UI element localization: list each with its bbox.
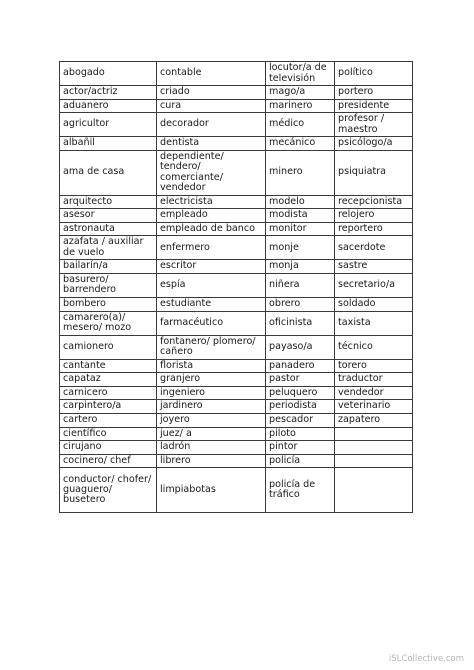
table-cell: vendedor [335, 386, 413, 400]
table-cell: cura [157, 99, 266, 113]
table-row [60, 62, 413, 86]
table-cell: científico [60, 427, 157, 441]
table-cell: estudiante [157, 297, 266, 311]
table-cell: veterinario [335, 400, 413, 414]
table-cell: camionero [60, 335, 157, 359]
table-cell: bombero [60, 297, 157, 311]
table-cell: técnico [335, 335, 413, 359]
table-cell: presidente [335, 99, 413, 113]
table-cell: ingeniero [157, 386, 266, 400]
table-row [60, 413, 413, 427]
table-cell: monje [266, 236, 335, 260]
table-cell: periodista [266, 400, 335, 414]
table-cell: dentista [157, 137, 266, 151]
table-cell: mecánico [266, 137, 335, 151]
table-cell: ama de casa [60, 150, 157, 195]
table-row [60, 99, 413, 113]
table-cell: sacerdote [335, 236, 413, 260]
table-row [60, 260, 413, 274]
table-cell: albañil [60, 137, 157, 151]
table-row [60, 195, 413, 209]
table-row [60, 273, 413, 297]
table-cell: jardinero [157, 400, 266, 414]
table-cell: carnicero [60, 386, 157, 400]
table-row [60, 373, 413, 387]
table-cell [335, 441, 413, 455]
table-cell: policía [266, 454, 335, 468]
table-row [60, 335, 413, 359]
table-row [60, 137, 413, 151]
table-row [60, 441, 413, 455]
table-cell: modista [266, 209, 335, 223]
table-cell: obrero [266, 297, 335, 311]
table-cell: piloto [266, 427, 335, 441]
table-cell: portero [335, 86, 413, 100]
table-cell: pintor [266, 441, 335, 455]
table-cell: limpiabotas [157, 468, 266, 513]
table-cell: recepcionista [335, 195, 413, 209]
table-cell: empleado de banco [157, 222, 266, 236]
table-cell [335, 468, 413, 513]
table-cell: médico [266, 113, 335, 137]
table-cell: profesor / maestro [335, 113, 413, 137]
table-cell: traductor [335, 373, 413, 387]
table-cell: marinero [266, 99, 335, 113]
table-cell: soldado [335, 297, 413, 311]
table-cell: minero [266, 150, 335, 195]
table-cell: capataz [60, 373, 157, 387]
table-row [60, 150, 413, 195]
table-row [60, 86, 413, 100]
table-cell: decorador [157, 113, 266, 137]
table-cell: enfermero [157, 236, 266, 260]
table-cell: joyero [157, 413, 266, 427]
table-cell: taxista [335, 311, 413, 335]
table-cell: niñera [266, 273, 335, 297]
table-cell: espía [157, 273, 266, 297]
table-cell [335, 427, 413, 441]
table-cell: fontanero/ plomero/ cañero [157, 335, 266, 359]
table-cell: pastor [266, 373, 335, 387]
table-cell: basurero/ barrendero [60, 273, 157, 297]
table-cell: mago/a [266, 86, 335, 100]
table-cell: panadero [266, 359, 335, 373]
table-cell: dependiente/ tendero/ comerciante/ vendedor [157, 150, 266, 195]
table-cell: arquitecto [60, 195, 157, 209]
table-cell: zapatero [335, 413, 413, 427]
table-cell: monja [266, 260, 335, 274]
table-cell: oficinista [266, 311, 335, 335]
table-row [60, 236, 413, 260]
table-cell: payaso/a [266, 335, 335, 359]
table-cell: florista [157, 359, 266, 373]
table-cell: político [335, 62, 413, 86]
table-cell [335, 454, 413, 468]
table-cell: cantante [60, 359, 157, 373]
table-cell: cocinero/ chef [60, 454, 157, 468]
table-cell: farmacéutico [157, 311, 266, 335]
table-row [60, 222, 413, 236]
table-row [60, 427, 413, 441]
table-cell: azafata / auxiliar de vuelo [60, 236, 157, 260]
table-cell: ladrón [157, 441, 266, 455]
table-cell: policía de tráfico [266, 468, 335, 513]
table-cell: secretario/a [335, 273, 413, 297]
table-cell: peluquero [266, 386, 335, 400]
table-cell: empleado [157, 209, 266, 223]
table-cell: escritor [157, 260, 266, 274]
table-cell: monitor [266, 222, 335, 236]
table-cell: librero [157, 454, 266, 468]
table-cell: carpintero/a [60, 400, 157, 414]
table-row [60, 386, 413, 400]
table-row [60, 311, 413, 335]
table-row [60, 454, 413, 468]
table-cell: torero [335, 359, 413, 373]
table-row [60, 400, 413, 414]
table-cell: reportero [335, 222, 413, 236]
table-cell: cirujano [60, 441, 157, 455]
table-cell: psiquiatra [335, 150, 413, 195]
table-cell: pescador [266, 413, 335, 427]
table-cell: electricista [157, 195, 266, 209]
table-cell: bailarín/a [60, 260, 157, 274]
table-cell: asesor [60, 209, 157, 223]
table-cell: astronauta [60, 222, 157, 236]
table-row [60, 359, 413, 373]
table-cell: relojero [335, 209, 413, 223]
table-row [60, 297, 413, 311]
table-cell: camarero(a)/ mesero/ mozo [60, 311, 157, 335]
professions-table-body [60, 62, 413, 513]
table-cell: aduanero [60, 99, 157, 113]
table-cell: contable [157, 62, 266, 86]
professions-table [59, 61, 413, 513]
table-cell: conductor/ chofer/ guaguero/ busetero [60, 468, 157, 513]
watermark: iSLCollective.com [388, 654, 464, 664]
table-cell: criado [157, 86, 266, 100]
table-row [60, 113, 413, 137]
table-cell: actor/actriz [60, 86, 157, 100]
table-cell: sastre [335, 260, 413, 274]
table-cell: psicólogo/a [335, 137, 413, 151]
table-cell: locutor/a de televisión [266, 62, 335, 86]
table-cell: juez/ a [157, 427, 266, 441]
table-row [60, 468, 413, 513]
table-cell: modelo [266, 195, 335, 209]
table-cell: granjero [157, 373, 266, 387]
table-cell: abogado [60, 62, 157, 86]
table-row [60, 209, 413, 223]
table-cell: agricultor [60, 113, 157, 137]
table-cell: cartero [60, 413, 157, 427]
